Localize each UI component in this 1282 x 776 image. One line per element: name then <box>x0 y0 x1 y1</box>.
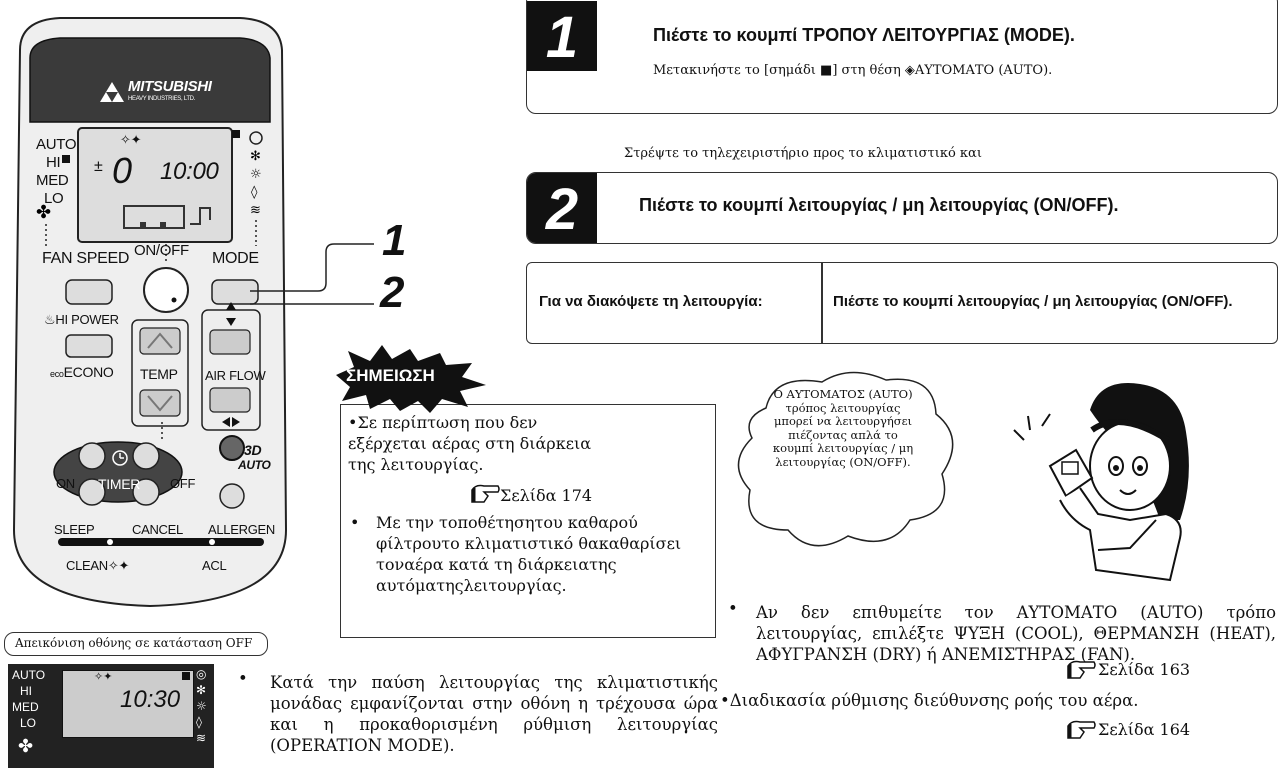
off-display-bullet-marker: • <box>238 669 248 688</box>
econo-label: ecoECONO <box>50 364 114 380</box>
air-flow-vertical-button[interactable] <box>210 340 250 364</box>
timer-off-label: OFF <box>170 476 196 491</box>
lcd-level-med: MED <box>36 172 69 189</box>
speech-bubble-text: Ο ΑΥΤΟΜΑΤΟΣ (AUTO) τρόπος λειτουργίας μπορεί να λειτουργήσει πιέζοντας απλά το κουμπί λειτουργίας / μη λειτουργίας (ON/OFF). <box>772 387 914 469</box>
off-display-time: 10:30 <box>120 686 181 713</box>
off-display-caption: Απεικόνιση οθόνης σε κατάσταση OFF <box>15 636 253 650</box>
note-bullet-1: •Σε περίπτωση που δεν εξέρχεται αέρας στη διάρκεια της λειτουργίας. <box>348 413 592 474</box>
allergen-label: ALLERGEN <box>208 522 275 537</box>
pointing-hand-icon <box>470 482 500 508</box>
stop-operation-value: Πιέστε το κουμπί λειτουργίας / μη λειτουργίας (ON/OFF). <box>833 293 1233 310</box>
step-1-box <box>526 0 1278 114</box>
svg-text:☼: ☼ <box>250 167 262 182</box>
on-off-button[interactable] <box>144 268 188 312</box>
remote-control <box>0 10 296 610</box>
off-display-mode-icons: ◎ ✻ ☼ ◊ ≋ <box>196 667 207 745</box>
on-off-label: ON/OFF <box>134 242 189 259</box>
lcd-level-auto: AUTO <box>36 136 77 153</box>
acl-label: ACL <box>202 558 227 573</box>
lcd-level-hi: HI <box>46 154 61 171</box>
remote-brand: MITSUBISHI <box>128 78 212 95</box>
note-heading: ΣΗΜΕΙΩΣΗ <box>346 366 435 385</box>
note-bullet-2-marker: • <box>350 513 360 532</box>
right-note-1: Αν δεν επιθυμείτε τον ΑΥΤΟΜΑΤΟ (AUTO) τρόπο λειτουργίας, επιλέξτε ΨΥΞΗ (COOL), ΘΕΡΜΑΝΣΗ (HEAT), ΑΦΥΓΡΑΝΣΗ (DRY) ή ΑΝΕΜΙΣΤΗΡΑΣ (FAN). <box>756 603 1276 664</box>
3d-auto-label-bottom: AUTO <box>238 458 271 472</box>
off-display-clean-icon: ✧✦ <box>94 671 113 683</box>
step-2-box <box>526 172 1278 244</box>
callout-number-1: 1 <box>382 216 407 265</box>
instruction-text: Στρέψτε το τηλεχειριστήριο προς το κλιματιστικό και <box>624 146 982 161</box>
lcd-sign: ± <box>94 158 103 175</box>
svg-text:✻: ✻ <box>250 149 261 164</box>
off-display-level-auto: AUTO <box>12 668 46 682</box>
step-2-title: Πιέστε το κουμπί λειτουργίας / μη λειτουργίας (ON/OFF). <box>639 195 1119 215</box>
3d-auto-button[interactable] <box>220 446 244 470</box>
air-flow-label: AIR FLOW <box>205 368 266 383</box>
note-page-ref-1: Σελίδα 174 <box>500 486 593 505</box>
step-2-number: 2 <box>527 173 597 243</box>
clean-label: CLEAN✧✦ <box>66 558 130 573</box>
note-bullet-2: Με την τοποθέτησητου καθαρού φίλτρουτο κλιματιστικό θακαθαρίσει τοναέρα κατά τη διάρκειατης αυτόματηςλειτουργίας. <box>376 513 682 595</box>
remote-brand-sub: HEAVY INDUSTRIES, LTD. <box>128 96 196 102</box>
hi-power-label: ♨HI POWER <box>44 312 119 327</box>
right-note-2: •Διαδικασία ρύθμισης διεύθυνσης ροής του αέρα. <box>720 691 1139 710</box>
off-display-caption-box <box>4 632 268 656</box>
sleep-label: SLEEP <box>54 522 95 537</box>
off-display-lcd <box>8 664 214 768</box>
fan-speed-button[interactable] <box>66 280 112 304</box>
temp-up-button[interactable] <box>140 338 180 364</box>
timer-label: TIMER <box>98 476 141 492</box>
fan-speed-label: FAN SPEED <box>42 250 130 267</box>
woman-illustration <box>980 370 1230 600</box>
timer-off-button[interactable] <box>133 453 159 479</box>
right-page-ref-2: Σελίδα 164 <box>1098 720 1191 739</box>
off-display-marker <box>182 672 190 680</box>
callout-number-2: 2 <box>380 268 405 317</box>
off-display-level-med: MED <box>12 700 39 714</box>
hi-power-icon: ♨ <box>44 312 56 327</box>
stop-operation-table <box>526 262 1278 344</box>
step-1-title: Πιέστε το κουμπί ΤΡΟΠΟΥ ΛΕΙΤΟΥΡΓΙΑΣ (MODE). <box>653 25 1075 45</box>
allergen-button[interactable] <box>220 494 244 518</box>
right-page-ref-1: Σελίδα 163 <box>1098 660 1191 679</box>
timer-on-button[interactable] <box>79 453 105 479</box>
right-bullet-marker: • <box>728 599 738 618</box>
pointing-hand-icon-2 <box>1066 658 1096 684</box>
lcd-temperature: 0 <box>112 150 132 191</box>
svg-text:≋: ≋ <box>250 203 261 218</box>
stop-operation-label: Για να διακόψετε τη λειτουργία: <box>539 293 763 310</box>
off-display-level-hi: HI <box>20 684 32 698</box>
temp-down-button[interactable] <box>140 400 180 426</box>
off-display-text: Κατά την παύση λειτουργίας της κλιματιστικής μονάδας εμφανίζονται στην οθόνη η τρέχουσα ώρα και η προκαθορισμένη ρύθμιση λειτουργίας (OPERATION MODE). <box>270 673 718 755</box>
hi-power-button[interactable] <box>66 335 112 357</box>
timer-on-label: ON <box>56 476 75 491</box>
eco-icon: eco <box>50 369 64 379</box>
cancel-label: CANCEL <box>132 522 183 537</box>
air-flow-horizontal-button[interactable] <box>210 398 250 422</box>
step-1-number: 1 <box>527 1 597 71</box>
off-display-level-lo: LO <box>20 716 37 730</box>
step-1-description: Μετακινήστε το [σημάδι ■] στη θέση ◈ΑΥΤΟΜΑΤΟ (AUTO). <box>653 63 1053 78</box>
lcd-clean-icon: ✧✦ <box>120 132 142 147</box>
table-divider <box>821 263 823 343</box>
svg-text:◊: ◊ <box>251 185 258 200</box>
lcd-time: 10:00 <box>160 158 219 185</box>
svg-text:✤: ✤ <box>36 202 52 223</box>
temp-label: TEMP <box>140 366 178 382</box>
3d-auto-label-top: 3D <box>244 442 262 458</box>
sleep-button[interactable] <box>79 489 105 515</box>
lcd-level-lo: LO <box>44 190 64 207</box>
mode-label: MODE <box>212 250 259 267</box>
cancel-button[interactable] <box>133 489 159 515</box>
pointing-hand-icon-3 <box>1066 718 1096 744</box>
clean-icon: ✧✦ <box>107 558 130 573</box>
off-display-fan-icon: ✤ <box>18 736 34 757</box>
